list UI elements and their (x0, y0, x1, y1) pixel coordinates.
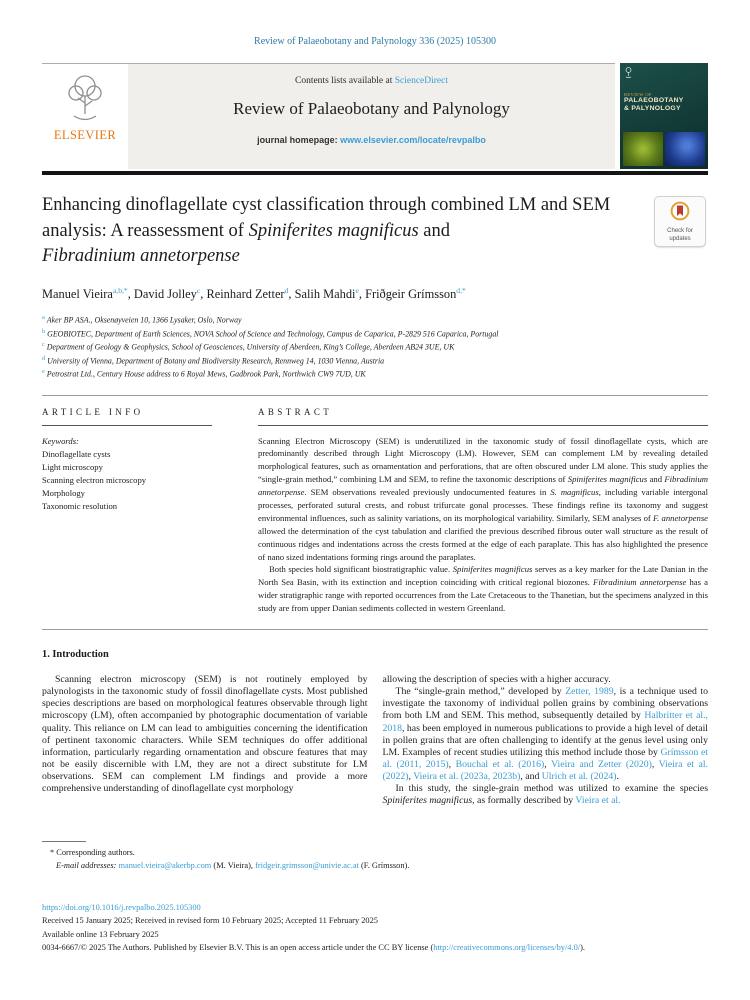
keyword-item: Dinoflagellate cysts (42, 448, 111, 459)
title-block (42, 193, 708, 273)
abstract-seg: Both species hold significant biostratigraphic value. (269, 564, 453, 575)
affiliation-sup: b (42, 327, 46, 335)
author-sep: , (288, 287, 295, 302)
affiliation-sup: c (42, 341, 45, 349)
abstract-seg: , including variable intergonal processes, perforated sutural crests, and robust trifurcate gonal processes. These findings refine its taxonomy and suggest environmental influences, such as salinity variations, on its morphological variability. Similarly, SEM analyses of (258, 487, 709, 523)
citation-link[interactable]: Grímsson et al. (2011, 2015) (382, 746, 708, 770)
author-name: Friðgeir Grímsson (365, 287, 457, 302)
article-info-header: ARTICLE INFO (42, 406, 144, 417)
author-sep: , (358, 287, 366, 302)
keyword-item: Light microscopy (42, 461, 103, 472)
author (134, 287, 207, 301)
cover-image-pollen-blue (665, 132, 705, 166)
text-seg: , and (520, 771, 542, 783)
intro-paragraph-1: Scanning electron microscopy (SEM) is not routinely employed by palynologists in the taxonomic study of fossil dinoflagellate cysts. Most published species descriptions are based on morphological features observable through light microscopy (LM), often accompanied by photographic documentation of variable quality. This reliance on LM can lead to ambiguities concerning the identification of pertinent taxonomic characters. While SEM techniques do offer additional information, particularly regarding ornamentation and obscure features that may not be easily discernible with LM, they are not a direct substitute for LM observations. SEM can complement LM findings and provide a more comprehensive understanding of dinoflagellate cyst morphology (42, 674, 368, 795)
keywords-label: Keywords: (42, 435, 79, 446)
citation-link[interactable]: Vieira et al. (575, 795, 621, 807)
abstract-seg: has a wider stratigraphic range with reported occurrences from the Late Cretaceous to the Thanetian, but the specimens analyzed in this study are from upper Danian sediments collected in western Greenland. (258, 577, 709, 614)
text-seg: , (448, 758, 456, 770)
introduction-heading: 1. Introduction (42, 649, 109, 661)
body-column-right (383, 674, 709, 807)
abstract-seg: Scanning Electron Microscopy (SEM) is underutilized in the taxonomic study of fossil dinoflagellate cysts, which are predominantly described through Light Microscopy (LM). However, SEM can complement LM by revealing detailed morphological features, such as ornamentation and perforations, that are often obscured under LM alone. This study applies the “single-grain method,” combining LM and SEM, to refine the taxonomic descriptions of (258, 435, 708, 485)
crossmark-icon (670, 208, 690, 225)
journal-banner (128, 64, 615, 169)
keyword-item: Taxonomic resolution (42, 500, 118, 511)
species-name: Spiniferites magnificus (452, 564, 533, 575)
title-species-1: Spiniferites magnificus (248, 220, 419, 241)
title-line2-post: and (418, 220, 450, 241)
text-seg: , as formally described by (472, 795, 576, 807)
author-name: Salih Mahdi (294, 287, 356, 302)
abstract-header: ABSTRACT (258, 406, 333, 417)
affiliation (42, 354, 708, 367)
cover-images (623, 132, 705, 166)
article-title (42, 193, 630, 270)
author (206, 287, 294, 301)
citation-link[interactable]: Bouchal et al. (2016) (455, 758, 545, 770)
text-seg: . (616, 771, 619, 783)
abstract-rule (258, 425, 708, 426)
text-seg: The “single-grain method,” developed by (395, 686, 566, 698)
copyright-text: 0034-6667/© 2025 The Authors. Published by Elsevier B.V. This is an open access article under the CC BY license ( (42, 943, 434, 953)
citation-link[interactable]: Vieira and Zetter (2020) (551, 758, 652, 770)
elsevier-tree-icon (42, 72, 128, 126)
abstract-seg: and (647, 474, 665, 485)
sciencedirect-link[interactable]: ScienceDirect (394, 76, 448, 86)
email-label: E-mail addresses: (56, 861, 119, 871)
author (295, 287, 366, 301)
affiliation-text: Petrostrat Ltd., Century House address to 6 Royal Mews, Gadbrook Park, Northwich CW9 7UD, UK (46, 369, 366, 379)
affiliation-text: University of Vienna, Department of Botany and Biodiversity Research, Rennweg 14, 1030 Vienna, Austria (47, 356, 385, 366)
text-seg: , has been employed in numerous publications to provide a high level of detail in pollen grains that are often challenging to identify at the genus level using only LM. Examples of recent studies utilizing this method include those by (382, 722, 708, 758)
masthead-divider-bar (42, 171, 708, 175)
intro-paragraph-2 (383, 686, 709, 783)
journal-citation-header[interactable]: Review of Palaeobotany and Palynology 336 (2025) 105300 (254, 36, 496, 47)
text-seg: , (544, 758, 552, 770)
affiliation-text: Aker BP ASA., Oksenøyveien 10, 1366 Lysaker, Oslo, Norway (46, 315, 242, 325)
author-list (42, 286, 708, 302)
author (365, 287, 466, 301)
footnote-asterisk: * (50, 848, 57, 857)
affiliation-sup: e (42, 368, 45, 376)
author-sup[interactable]: a,b,* (112, 286, 128, 295)
badge-line1: Check for (667, 228, 693, 234)
affiliation (42, 327, 708, 340)
elsevier-wordmark: ELSEVIER (53, 128, 117, 142)
abstract-bottom-divider (42, 629, 708, 630)
author-name: David Jolley (133, 287, 197, 302)
citation-link[interactable]: Vieira et al. (2022) (382, 758, 709, 783)
text-seg: , (408, 771, 414, 783)
cover-logo-icon (624, 67, 704, 80)
journal-cover-thumbnail[interactable] (620, 63, 708, 169)
article-metadata-footer (42, 901, 708, 955)
affiliation-text: Department of Geology & Geophysics, School of Geosciences, University of Aberdeen, King’s College, Aberdeen AB24 3UE, UK (46, 342, 455, 352)
abstract-paragraph-1 (258, 435, 708, 564)
author-sup[interactable]: c (196, 286, 201, 295)
journal-title: Review of Palaeobotany and Palynology (233, 99, 510, 118)
title-species-2: Fibradinium annetorpense (42, 246, 240, 267)
body-column-left (42, 674, 368, 807)
footnote-rule (42, 841, 86, 842)
author (42, 287, 134, 301)
masthead-main (42, 63, 615, 169)
journal-homepage-link[interactable]: www.elsevier.com/locate/revpalbo (340, 135, 486, 145)
journal-cover-column (620, 63, 708, 169)
homepage-line (134, 135, 609, 145)
intro-paragraph-1-cont: allowing the description of species with a higher accuracy. (382, 674, 611, 686)
text-seg: In this study, the single-grain method was utilized to examine the species (395, 783, 708, 795)
species-name: Fibradinium annetorpense (258, 474, 708, 498)
title-line1: Enhancing dinoflagellate cyst classification through combined LM and SEM (42, 195, 611, 215)
check-for-updates-badge[interactable] (654, 196, 706, 247)
cover-title-line2: & PALYNOLOGY (624, 105, 681, 113)
keywords-block (42, 435, 242, 513)
elsevier-logo[interactable] (42, 64, 128, 169)
footnote-text: Corresponding authors. (56, 848, 135, 857)
cover-title-line1: PALAEOBOTANY (624, 97, 684, 104)
author-sup[interactable]: d (284, 286, 289, 295)
cover-image-pollen-green (623, 132, 663, 166)
email-suffix: (F. Grímsson). (358, 861, 410, 871)
badge-line2: updates (669, 235, 691, 242)
citation-link[interactable]: Vieira et al. (2023a, 2023b) (413, 771, 521, 783)
citation-link[interactable]: Zetter, 1989 (565, 686, 614, 698)
author-sup[interactable]: e (355, 286, 359, 295)
available-online-line: Available online 13 February 2025 (42, 929, 159, 939)
text-seg: , is a technique used to investigate the taxonomy of individual pollen grains by combining observations from both LM and SEM. This method, subsequently detailed by (382, 686, 709, 722)
affiliation-text: GEOBIOTEC, Department of Earth Sciences, NOVA School of Science and Technology, Campus de Caparica, P-2829 516 Caparica, Portugal (47, 329, 499, 339)
citation-link[interactable]: Halbritter et al., 2018 (382, 710, 708, 734)
abstract-column (258, 407, 708, 615)
species-name: Spiniferites magnificus (567, 474, 648, 485)
abstract-seg: serves as a key marker for the Late Danian in the North Sea Basin, with its extinction and inception coinciding with critical regional biozones. (258, 564, 708, 588)
homepage-label: journal homepage: (257, 135, 341, 145)
abstract-text (258, 435, 708, 615)
author-name: Reinhard Zetter (206, 287, 285, 302)
journal-masthead (42, 63, 708, 169)
section-divider (42, 395, 708, 396)
intro-paragraph-3 (383, 783, 709, 807)
corresponding-author-footnote (42, 841, 708, 872)
article-info-rule (42, 425, 212, 426)
email-addresses-line (42, 859, 708, 872)
email-link-vieira[interactable]: manuel.vieira@akerbp.com (118, 861, 212, 871)
affiliation-sup: d (42, 354, 46, 362)
body-columns (42, 674, 708, 807)
species-name: F. annetorpense (653, 512, 708, 523)
received-dates-line: Received 15 January 2025; Received in revised form 10 February 2025; Accepted 11 February 2025 (42, 916, 378, 926)
article-info-column (42, 407, 242, 615)
copyright-text: ). (580, 943, 585, 953)
affiliation (42, 313, 708, 326)
author-sep: , (200, 287, 207, 302)
info-abstract-section (42, 407, 708, 615)
text-seg: , (651, 758, 659, 770)
cover-series-label: REVIEW OF (624, 92, 652, 97)
abstract-paragraph-2 (258, 563, 708, 615)
citation-link[interactable]: Ulrich et al. (2024) (541, 771, 617, 783)
badge-label (657, 228, 703, 243)
author-sup[interactable]: d,* (456, 286, 466, 295)
contents-line (134, 76, 609, 86)
email-link-grimsson[interactable]: fridgeir.grimsson@univie.ac.at (255, 861, 359, 871)
species-name: S. magnificus (550, 487, 599, 498)
cc-license-link[interactable]: http://creativecommons.org/licenses/by/4.0/ (433, 943, 581, 953)
abstract-seg: allowed the determination of the cyst tabulation and clarified the previous described fibrous outer wall structure as the result of continuous ridges and indentations across the crests formed at the edge of each paraplate. This has also highlighted the presence of nano sized indentations forming rings around the paraplates. (258, 525, 708, 562)
affiliation-list (42, 313, 708, 380)
author-sep: , (127, 287, 134, 302)
affiliation-sup: a (42, 314, 45, 322)
contents-prefix: Contents lists available at (294, 76, 395, 86)
author-name: Manuel Vieira (42, 287, 113, 302)
doi-link[interactable]: https://doi.org/10.1016/j.revpalbo.2025.105300 (42, 903, 201, 912)
keyword-item: Scanning electron microscopy (42, 474, 147, 485)
species-name: Fibradinium annetorpense (593, 577, 687, 588)
keyword-item: Morphology (42, 487, 85, 498)
copyright-line (42, 941, 708, 954)
email-suffix: (M. Vieira), (211, 861, 256, 871)
affiliation (42, 340, 708, 353)
abstract-seg: . SEM observations revealed previously undocumented features in (304, 487, 551, 498)
species-name: Spiniferites magnificus (382, 795, 473, 807)
corresponding-authors-line (42, 846, 708, 859)
affiliation (42, 367, 708, 380)
title-line2-pre: analysis: A reassessment of (42, 220, 249, 241)
